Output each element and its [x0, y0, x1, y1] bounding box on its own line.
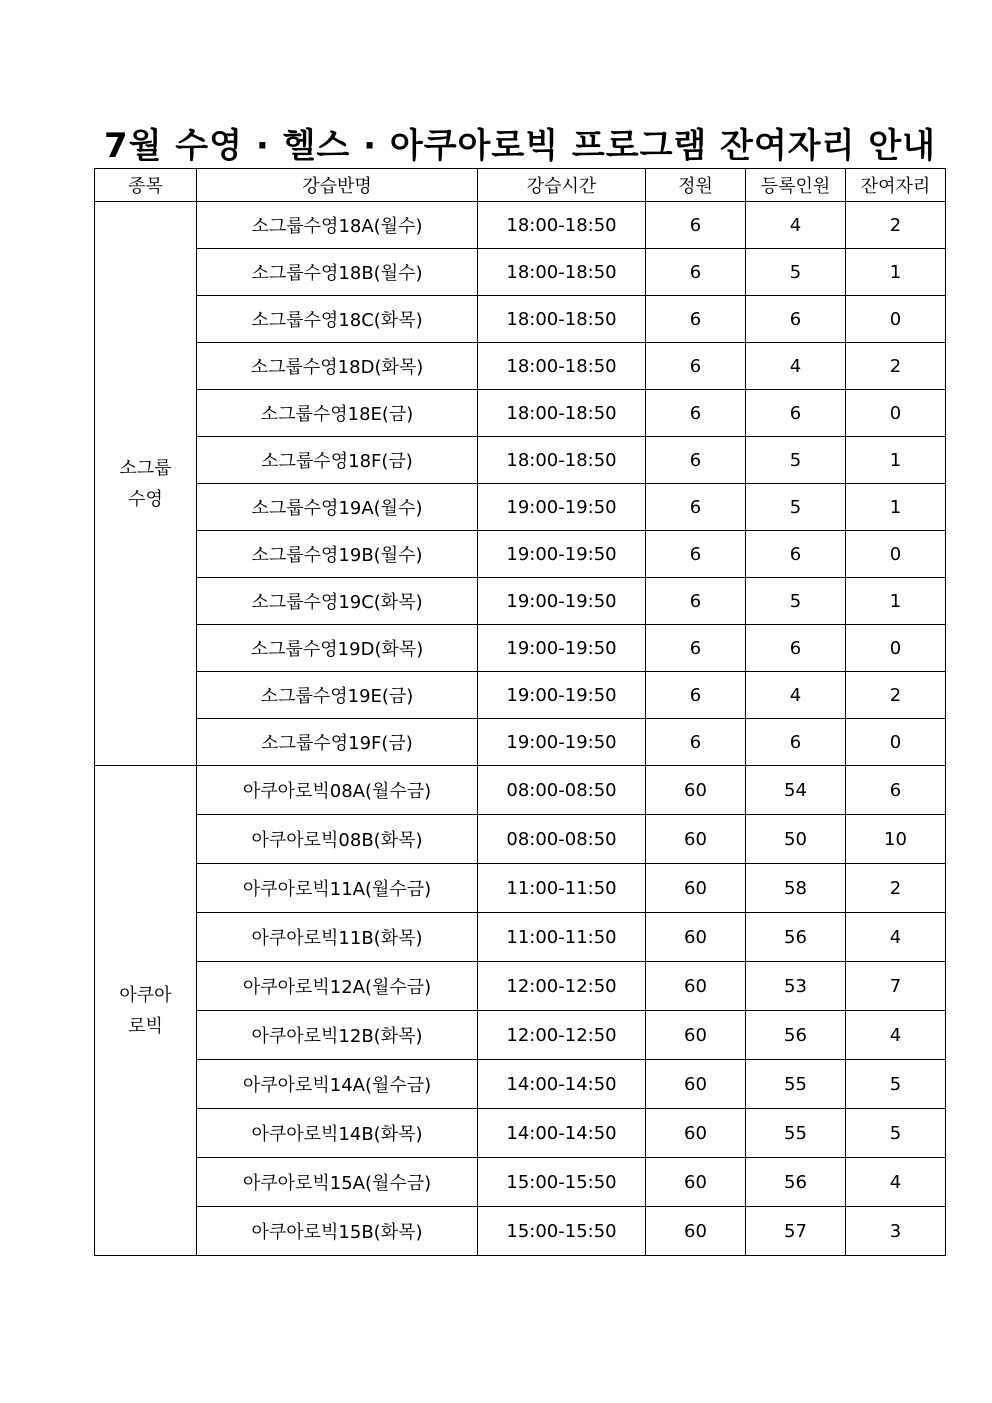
- capacity-cell: 6: [646, 531, 746, 578]
- registered-cell: 5: [746, 484, 846, 531]
- table-row: [95, 390, 946, 437]
- table-body: [95, 202, 946, 1256]
- table-row: [95, 1109, 946, 1158]
- remaining-cell: 1: [846, 249, 946, 296]
- schedule-table: [94, 168, 946, 1256]
- registered-cell: 6: [746, 719, 846, 766]
- registered-cell: 4: [746, 672, 846, 719]
- remaining-cell: 5: [846, 1109, 946, 1158]
- header-category: 종목: [95, 169, 197, 202]
- table-row: [95, 578, 946, 625]
- table-row: [95, 1158, 946, 1207]
- capacity-cell: 60: [646, 766, 746, 815]
- registered-cell: 58: [746, 864, 846, 913]
- class-name-cell: 아쿠아로빅12A(월수금): [197, 962, 478, 1011]
- capacity-cell: 6: [646, 625, 746, 672]
- table-row: [95, 625, 946, 672]
- remaining-cell: 0: [846, 390, 946, 437]
- table-row: [95, 864, 946, 913]
- table-row: [95, 1207, 946, 1256]
- time-cell: 18:00-18:50: [478, 249, 646, 296]
- class-name-cell: 아쿠아로빅11B(화목): [197, 913, 478, 962]
- registered-cell: 5: [746, 249, 846, 296]
- time-cell: 08:00-08:50: [478, 766, 646, 815]
- capacity-cell: 60: [646, 864, 746, 913]
- remaining-cell: 10: [846, 815, 946, 864]
- class-name-cell: 아쿠아로빅08B(화목): [197, 815, 478, 864]
- category-label: 아쿠아: [119, 984, 172, 1006]
- remaining-cell: 1: [846, 578, 946, 625]
- capacity-cell: 6: [646, 202, 746, 249]
- time-cell: 15:00-15:50: [478, 1207, 646, 1256]
- registered-cell: 56: [746, 1158, 846, 1207]
- time-cell: 14:00-14:50: [478, 1109, 646, 1158]
- capacity-cell: 60: [646, 1158, 746, 1207]
- time-cell: 12:00-12:50: [478, 1011, 646, 1060]
- remaining-cell: 3: [846, 1207, 946, 1256]
- class-name-cell: 소그룹수영18A(월수): [197, 202, 478, 249]
- time-cell: 15:00-15:50: [478, 1158, 646, 1207]
- time-cell: 19:00-19:50: [478, 719, 646, 766]
- time-cell: 08:00-08:50: [478, 815, 646, 864]
- time-cell: 12:00-12:50: [478, 962, 646, 1011]
- class-name-cell: 소그룹수영18B(월수): [197, 249, 478, 296]
- remaining-cell: 1: [846, 484, 946, 531]
- class-name-cell: 소그룹수영18D(화목): [197, 343, 478, 390]
- class-name-cell: 소그룹수영19A(월수): [197, 484, 478, 531]
- registered-cell: 56: [746, 1011, 846, 1060]
- time-cell: 14:00-14:50: [478, 1060, 646, 1109]
- time-cell: 19:00-19:50: [478, 484, 646, 531]
- capacity-cell: 6: [646, 343, 746, 390]
- category-label: 로빅: [128, 1015, 163, 1037]
- registered-cell: 55: [746, 1109, 846, 1158]
- capacity-cell: 60: [646, 815, 746, 864]
- time-cell: 19:00-19:50: [478, 578, 646, 625]
- capacity-cell: 60: [646, 1011, 746, 1060]
- time-cell: 18:00-18:50: [478, 437, 646, 484]
- time-cell: 18:00-18:50: [478, 202, 646, 249]
- class-name-cell: 아쿠아로빅08A(월수금): [197, 766, 478, 815]
- remaining-cell: 4: [846, 1011, 946, 1060]
- capacity-cell: 60: [646, 962, 746, 1011]
- header-row: [95, 169, 946, 202]
- remaining-cell: 4: [846, 1158, 946, 1207]
- remaining-cell: 2: [846, 343, 946, 390]
- capacity-cell: 6: [646, 437, 746, 484]
- remaining-cell: 0: [846, 531, 946, 578]
- registered-cell: 56: [746, 913, 846, 962]
- table-row: [95, 249, 946, 296]
- registered-cell: 53: [746, 962, 846, 1011]
- remaining-cell: 2: [846, 202, 946, 249]
- table-row: [95, 437, 946, 484]
- table-row: [95, 343, 946, 390]
- table-row: [95, 913, 946, 962]
- capacity-cell: 60: [646, 1060, 746, 1109]
- table-row: [95, 1011, 946, 1060]
- table-row: [95, 815, 946, 864]
- time-cell: 19:00-19:50: [478, 672, 646, 719]
- registered-cell: 6: [746, 296, 846, 343]
- capacity-cell: 6: [646, 390, 746, 437]
- capacity-cell: 6: [646, 719, 746, 766]
- time-cell: 18:00-18:50: [478, 390, 646, 437]
- capacity-cell: 60: [646, 913, 746, 962]
- class-name-cell: 소그룹수영18C(화목): [197, 296, 478, 343]
- class-name-cell: 소그룹수영19E(금): [197, 672, 478, 719]
- table-row: [95, 672, 946, 719]
- registered-cell: 6: [746, 625, 846, 672]
- header-remaining: 잔여자리: [846, 169, 946, 202]
- class-name-cell: 소그룹수영18E(금): [197, 390, 478, 437]
- table-row: [95, 484, 946, 531]
- remaining-cell: 0: [846, 296, 946, 343]
- category-cell: [95, 202, 197, 766]
- remaining-cell: 1: [846, 437, 946, 484]
- table-row: [95, 1060, 946, 1109]
- registered-cell: 50: [746, 815, 846, 864]
- registered-cell: 55: [746, 1060, 846, 1109]
- capacity-cell: 6: [646, 249, 746, 296]
- registered-cell: 5: [746, 437, 846, 484]
- header-class-name: 강습반명: [197, 169, 478, 202]
- registered-cell: 4: [746, 202, 846, 249]
- header-registered: 등록인원: [746, 169, 846, 202]
- class-name-cell: 아쿠아로빅11A(월수금): [197, 864, 478, 913]
- capacity-cell: 60: [646, 1109, 746, 1158]
- category-cell: [95, 766, 197, 1256]
- class-name-cell: 소그룹수영18F(금): [197, 437, 478, 484]
- remaining-cell: 4: [846, 913, 946, 962]
- table-row: [95, 202, 946, 249]
- table-row: [95, 296, 946, 343]
- header-time: 강습시간: [478, 169, 646, 202]
- registered-cell: 5: [746, 578, 846, 625]
- table-row: [95, 719, 946, 766]
- registered-cell: 57: [746, 1207, 846, 1256]
- registered-cell: 6: [746, 531, 846, 578]
- time-cell: 18:00-18:50: [478, 343, 646, 390]
- class-name-cell: 아쿠아로빅15A(월수금): [197, 1158, 478, 1207]
- class-name-cell: 소그룹수영19B(월수): [197, 531, 478, 578]
- remaining-cell: 5: [846, 1060, 946, 1109]
- capacity-cell: 6: [646, 578, 746, 625]
- time-cell: 19:00-19:50: [478, 625, 646, 672]
- class-name-cell: 아쿠아로빅14A(월수금): [197, 1060, 478, 1109]
- table-row: [95, 766, 946, 815]
- category-label: 소그룹: [119, 457, 172, 479]
- time-cell: 11:00-11:50: [478, 864, 646, 913]
- capacity-cell: 6: [646, 484, 746, 531]
- class-name-cell: 아쿠아로빅12B(화목): [197, 1011, 478, 1060]
- time-cell: 11:00-11:50: [478, 913, 646, 962]
- class-name-cell: 아쿠아로빅15B(화목): [197, 1207, 478, 1256]
- remaining-cell: 2: [846, 864, 946, 913]
- remaining-cell: 2: [846, 672, 946, 719]
- capacity-cell: 60: [646, 1207, 746, 1256]
- class-name-cell: 소그룹수영19C(화목): [197, 578, 478, 625]
- registered-cell: 6: [746, 390, 846, 437]
- time-cell: 18:00-18:50: [478, 296, 646, 343]
- capacity-cell: 6: [646, 296, 746, 343]
- table-row: [95, 962, 946, 1011]
- page-title: 7월 수영 · 헬스 · 아쿠아로빅 프로그램 잔여자리 안내: [103, 126, 937, 166]
- header-capacity: 정원: [646, 169, 746, 202]
- remaining-cell: 7: [846, 962, 946, 1011]
- table-row: [95, 531, 946, 578]
- category-label: 수영: [128, 488, 163, 510]
- remaining-cell: 6: [846, 766, 946, 815]
- class-name-cell: 소그룹수영19D(화목): [197, 625, 478, 672]
- class-name-cell: 아쿠아로빅14B(화목): [197, 1109, 478, 1158]
- class-name-cell: 소그룹수영19F(금): [197, 719, 478, 766]
- registered-cell: 54: [746, 766, 846, 815]
- remaining-cell: 0: [846, 719, 946, 766]
- capacity-cell: 6: [646, 672, 746, 719]
- time-cell: 19:00-19:50: [478, 531, 646, 578]
- registered-cell: 4: [746, 343, 846, 390]
- remaining-cell: 0: [846, 625, 946, 672]
